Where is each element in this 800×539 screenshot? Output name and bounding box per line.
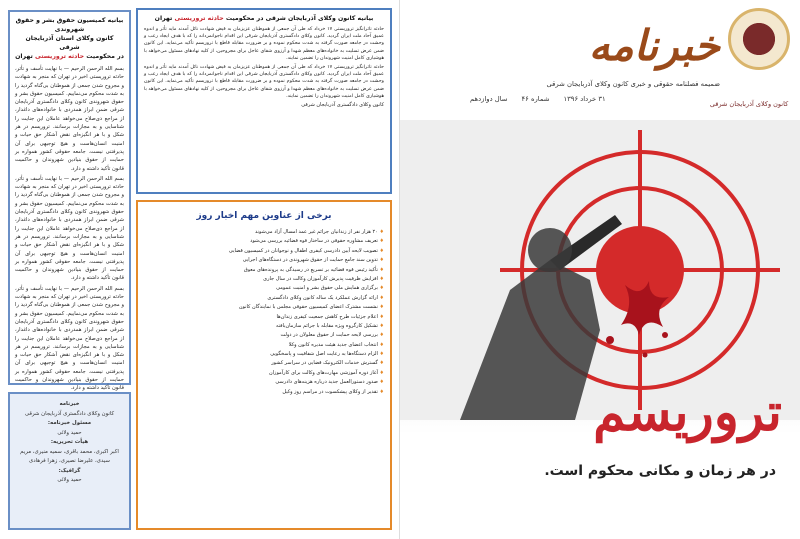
news-item: ♦ تعریف مشاوره حقوقی در ساختار قوه قضائیه بررسی می‌شود xyxy=(144,237,384,245)
issue-year: سال دوازدهم xyxy=(470,95,508,103)
news-item: ♦ ارائه گزارش عملکرد یک ساله کانون وکلای دادگستری xyxy=(144,294,384,302)
statement-title-suffix: تهران xyxy=(15,53,33,60)
bar-statement-body: حادثه تاثرانگیز تروریستی ۱۷ خرداد که طی آن جمعی از هموطنان عزیزمان به فیض شهادت نائل آمدند مایه تأثر و اندوه عمیق آحاد ملت ایران گردید. کانون وکلای دادگستری آذربایجان شرقی این اقدام ناجوانمردانه را که با هدف ایجاد رعب و وحشت در جامعه صورت گرفته به شدت محکوم نموده و بر ضرورت مقابله قاطع با تروریسم تأکید می‌نماید. این کانون ضمن عرض تسلیت به خانواده‌های معظم شهدا و آرزوی شفای عاجل برای مجروحین، از کلیه نهادهای مسئول می‌خواهد با هوشیاری کامل امنیت شهروندان را تضمین نمایند. xyxy=(144,27,384,61)
statement-body-repeat: بسم الله الرحمن الرحیم — با نهایت تأسف و تأثر، حادثه تروریستی اخیر در تهران که منجر به شهادت و مجروح شدن جمعی از هموطنان بی‌گناه گردید را به شدت محکوم می‌نماییم. کمیسیون حقوق بشر و حقوق شهروندی کانون وکلای دادگستری آذربایجان شرقی ضمن ابراز همدردی با خانواده‌های داغدار، از مراجع ذی‌صلاح می‌خواهد عاملان این جنایت را شناسایی و به مجازات برسانند. تروریسم در هر شکل و با هر انگیزه‌ای نقض آشکار حق حیات و امنیت انسان‌هاست و هیچ توجیهی برای آن پذیرفتنی نیست. جامعه حقوقی کشور همواره بر حمایت از حقوق بنیادین شهروندان و حاکمیت قانون تأکید داشته و دارد. xyxy=(15,175,124,282)
cover-header xyxy=(400,0,800,120)
masthead-title: خبرنامه xyxy=(588,21,720,70)
credits-title: خبرنامه xyxy=(59,401,80,407)
news-list xyxy=(144,228,384,396)
news-item: ♦ نشست مشترک اعضای کمیسیون حقوقی مجلس با نمایندگان کانون xyxy=(144,303,384,311)
news-item: ♦ الزام دستگاه‌ها به رعایت اصل شفافیت و پاسخگویی xyxy=(144,350,384,358)
news-item: ♦ تقدیر از وکلای پیشکسوت در مراسم روز وکیل xyxy=(144,388,384,396)
cover-headline: تروریسم xyxy=(593,382,782,443)
news-item: ♦ آغاز دوره آموزشی مهارت‌های وکالت برای کارآموزان xyxy=(144,369,384,377)
human-rights-statement-box xyxy=(8,10,131,392)
news-item: ♦ تصویب لایحه آیین دادرسی کیفری اطفال و نوجوانان در کمیسیون قضایی xyxy=(144,247,384,255)
masthead-subline: ضمیمه فصلنامه حقوقی و خبری کانون وکلای آذربایجان شرقی xyxy=(546,80,720,88)
credits-board-names: اکبر اکبری، محمد باقری، سمیه منیری، مریم سیدی، علیرضا نصیری، زهرا فرهادی xyxy=(20,448,119,464)
statement-body: بسم الله الرحمن الرحیم — با نهایت تأسف و تأثر، حادثه تروریستی اخیر در تهران که منجر به شهادت و مجروح شدن جمعی از هموطنان بی‌گناه گردید را به شدت محکوم می‌نماییم. کمیسیون حقوق بشر و حقوق شهروندی کانون وکلای دادگستری آذربایجان شرقی ضمن ابراز همدردی با خانواده‌های داغدار، از مراجع ذی‌صلاح می‌خواهد عاملان این جنایت را شناسایی و به مجازات برسانند. تروریسم در هر شکل و با هر انگیزه‌ای نقض آشکار حق حیات و امنیت انسان‌هاست و هیچ توجیهی برای آن پذیرفتنی نیست. جامعه حقوقی کشور همواره بر حمایت از حقوق بنیادین شهروندان و حاکمیت قانون تأکید داشته و دارد. xyxy=(15,66,124,172)
credits-manager-name: حمید ولائی xyxy=(57,429,82,436)
cover-slogan: در هر زمان و مکانی محکوم است. xyxy=(544,463,776,479)
news-item: ♦ انتخاب اعضای جدید هیئت مدیره کانون وکلا xyxy=(144,341,384,349)
issue-info xyxy=(470,95,720,103)
news-item: ♦ گسترش خدمات الکترونیک قضایی در سراسر کشور xyxy=(144,359,384,367)
bar-statement-title-highlight: حادثه تروریستی xyxy=(174,15,224,22)
credits-designer-name: حمید ولائی xyxy=(57,477,82,483)
statement-title xyxy=(15,16,124,61)
news-item: ♦ اعلام جزئیات طرح کاهش جمعیت کیفری زندان‌ها xyxy=(144,313,384,321)
issue-number: شماره ۴۶ xyxy=(521,95,550,103)
statement-title-line3 xyxy=(15,52,124,61)
statement-title-line1: بیانیه کمیسیون حقوق بشر و حقوق شهروندی xyxy=(15,17,124,33)
news-item: ♦ بررسی لایحه حمایت از حقوق معلولان در دولت xyxy=(144,331,384,339)
bar-statement-body-repeat: حادثه تاثرانگیز تروریستی ۱۷ خرداد که طی آن جمعی از هموطنان عزیزمان به فیض شهادت نائل آمدند مایه تأثر و اندوه عمیق آحاد ملت ایران گردید. کانون وکلای دادگستری آذربایجان شرقی این اقدام ناجوانمردانه را که با هدف ایجاد رعب و وحشت در جامعه صورت گرفته به شدت محکوم نموده و بر ضرورت مقابله قاطع با تروریسم تأکید می‌نماید. این کانون ضمن عرض تسلیت به خانواده‌های معظم شهدا و آرزوی شفای عاجل برای مجروحین، از کلیه نهادهای مسئول می‌خواهد با هوشیاری کامل امنیت شهروندان را تضمین نمایند. xyxy=(144,65,384,99)
credits-designer-label: گرافیک: xyxy=(58,467,81,474)
news-item: ♦ ۲۰ هزار نفر از زندانیان جرائم غیر عمد امسال آزاد می‌شوند xyxy=(144,228,384,236)
bar-statement-title xyxy=(144,14,384,23)
news-item: ♦ برگزاری همایش ملی حقوق بشر و امنیت عمومی xyxy=(144,284,384,292)
statement-title-prefix: در محکومیت xyxy=(86,53,124,60)
bar-statement-title-prefix: بیانیه کانون وکلای آذربایجان شرقی در محکومیت xyxy=(225,15,374,22)
credits-box xyxy=(8,392,131,530)
news-item: ♦ تأکید رئیس قوه قضائیه بر تسریع در رسیدگی به پرونده‌های معوق xyxy=(144,266,384,274)
news-item: ♦ افزایش ظرفیت پذیرش کارآموزان وکالت در سال جاری xyxy=(144,275,384,283)
bar-statement-signature: کانون وکلای دادگستری آذربایجان شرقی xyxy=(301,102,384,109)
statement-title-line2: کانون وکلای استان آذربایجان شرقی xyxy=(25,35,114,51)
logo-caption: کانون وکلای آذربایجان شرقی xyxy=(709,100,789,108)
bar-association-logo-icon xyxy=(728,8,790,70)
bar-statement-title-suffix: تهران xyxy=(154,15,173,22)
credits-manager-label: مسئول خبرنامه: xyxy=(47,420,92,426)
credits-publisher: کانون وکلای دادگستری آذربایجان شرقی xyxy=(24,410,115,417)
credits-board-label: هیأت تحریریه: xyxy=(50,439,89,445)
news-title: برخی از عناوین مهم اخبار روز xyxy=(196,211,332,221)
statement-title-highlight: حادثه تروریستی xyxy=(34,53,85,60)
bar-association-statement-box xyxy=(136,8,392,194)
news-item: ♦ صدور دستورالعمل جدید درباره هزینه‌های دادرسی xyxy=(144,378,384,386)
news-headlines-box xyxy=(136,200,392,530)
statement-body-repeat-2: بسم الله الرحمن الرحیم — با نهایت تأسف و تأثر، حادثه تروریستی اخیر در تهران که منجر به شهادت و مجروح شدن جمعی از هموطنان بی‌گناه گردید را به شدت محکوم می‌نماییم. کمیسیون حقوق بشر و حقوق شهروندی کانون وکلای دادگستری آذربایجان شرقی ضمن ابراز همدردی با خانواده‌های داغدار، از مراجع ذی‌صلاح می‌خواهد عاملان این جنایت را شناسایی و به مجازات برسانند. تروریسم در هر شکل و با هر انگیزه‌ای نقض آشکار حق حیات و امنیت انسان‌هاست و هیچ توجیهی برای آن پذیرفتنی نیست. جامعه حقوقی کشور همواره بر حمایت از حقوق بنیادین شهروندان و حاکمیت قانون تأکید داشته و دارد. xyxy=(15,285,124,392)
issue-date: ۳۱ خرداد ۱۳۹۶ xyxy=(563,95,606,103)
cover-page xyxy=(400,0,800,539)
news-item: ♦ تدوین سند جامع حمایت از حقوق شهروندی در دستگاه‌های اجرایی xyxy=(144,256,384,264)
news-item: ♦ تشکیل کارگروه ویژه مقابله با جرائم سازمان‌یافته xyxy=(144,322,384,330)
